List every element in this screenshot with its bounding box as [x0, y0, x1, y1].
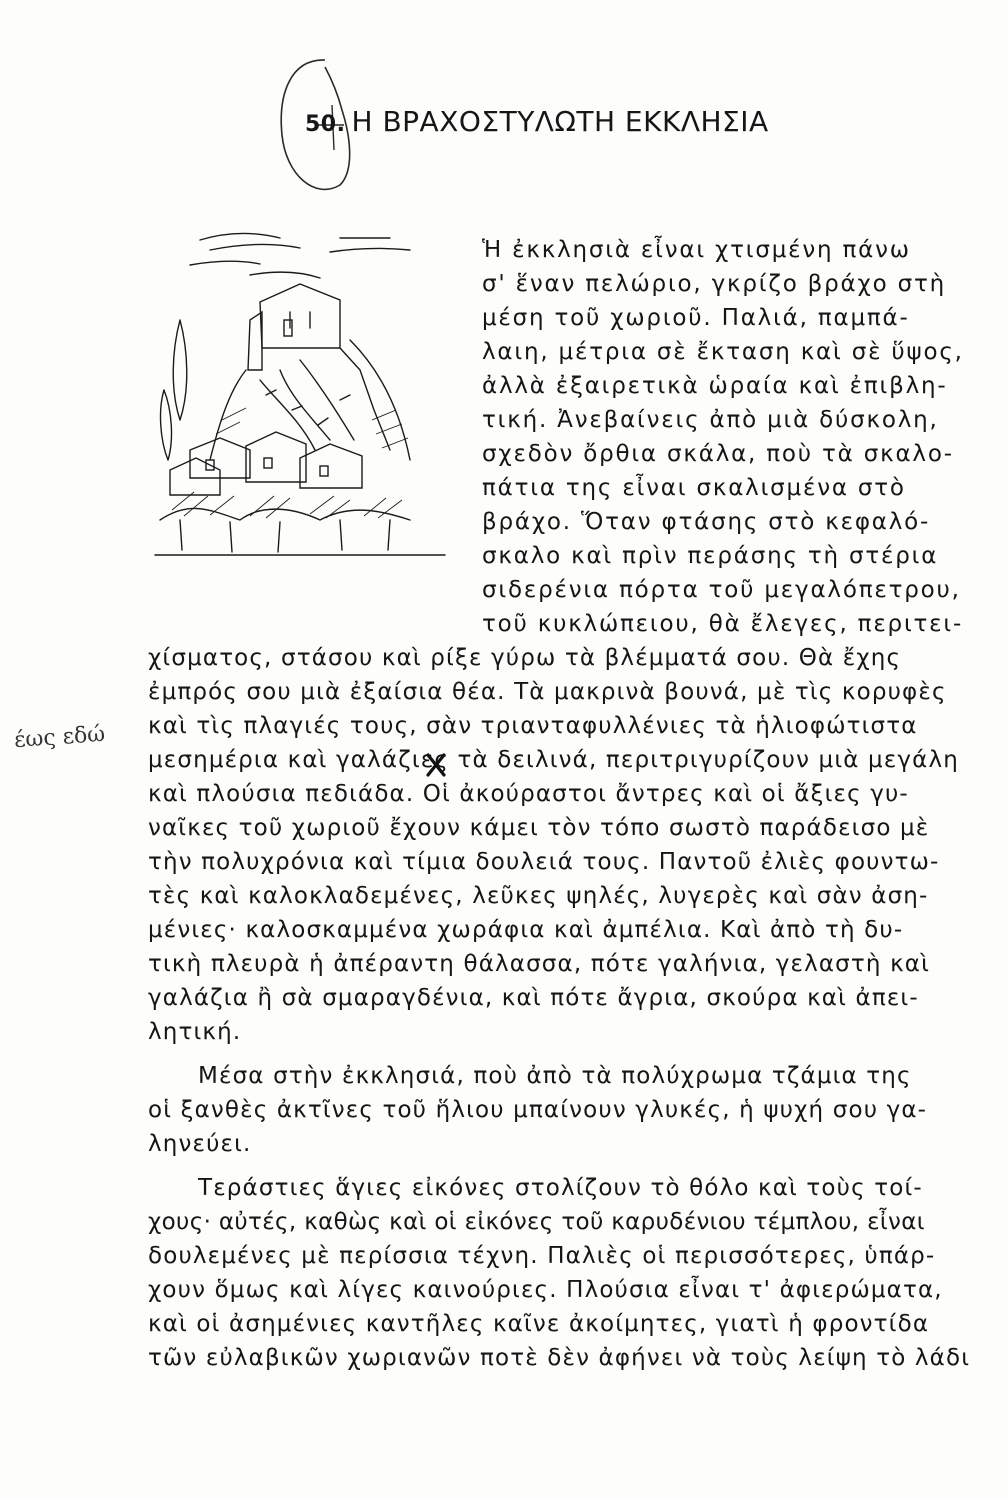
text-line: σκαλο καὶ πρὶν περάσης τὴ στέρια — [482, 543, 939, 569]
handwritten-cross-mark — [425, 752, 447, 778]
text-line: λητική. — [148, 1019, 242, 1045]
text-line: ἀλλὰ ἐξαιρετικὰ ὡραία καὶ ἐπιβλη- — [482, 373, 948, 399]
text-line: μέση τοῦ χωριοῦ. Παλιά, παμπά- — [482, 305, 910, 331]
text-line: Μέσα στὴν ἐκκλησιά, ποὺ ἀπὸ τὰ πολύχρωμα τζάμια της — [198, 1063, 912, 1089]
text-line: μένιες· καλοσκαμμένα χωράφια καὶ ἀμπέλια. Καὶ ἀπὸ τὴ δυ- — [148, 917, 904, 943]
text-line: ναῖκες τοῦ χωριοῦ ἔχουν κάμει τὸν τόπο σωστὸ παράδεισο μὲ — [148, 815, 930, 841]
chapter-title-text: Η ΒΡΑΧΟΣΤΥΛΩΤΗ ΕΚΚΛΗΣΙΑ — [351, 105, 769, 138]
text-line: τικὴ πλευρὰ ἡ ἀπέραντη θάλασσα, πότε γαλήνια, γελαστὴ καὶ — [148, 951, 931, 977]
church-on-rock-illustration — [150, 220, 450, 560]
text-line: πάτια της εἶναι σκαλισμένα στὸ — [482, 475, 906, 501]
text-line: σ' ἕναν πελώριο, γκρίζο βράχο στὴ — [482, 271, 946, 297]
text-line: σιδερένια πόρτα τοῦ μεγαλόπετρου, — [482, 577, 961, 603]
text-line: γαλάζια ἢ σὰ σμαραγδένια, καὶ πότε ἄγρια, σκούρα καὶ ἀπει- — [148, 985, 919, 1011]
text-line: Ἡ ἐκκλησιὰ εἶναι χτισμένη πάνω — [482, 237, 911, 263]
text-line: ἐμπρός σου μιὰ ἐξαίσια θέα. Τὰ μακρινὰ βουνά, μὲ τὶς κορυφὲς — [148, 679, 947, 705]
text-line: χους· αὐτές, καθὼς καὶ οἱ εἰκόνες τοῦ καρυδένιου τέμπλου, εἶναι — [148, 1209, 925, 1235]
text-line: τὴν πολυχρόνια καὶ τίμια δουλειά τους. Παντοῦ ἐλιὲς φουντω- — [148, 849, 940, 875]
text-line: δουλεμένες μὲ περίσσια τέχνη. Παλιὲς οἱ περισσότερες, ὑπάρ- — [148, 1243, 936, 1269]
chapter-title — [305, 105, 769, 138]
text-line: τὲς καὶ καλοκλαδεμένες, λεῦκες ψηλές, λυγερὲς καὶ σὰν ἀση- — [148, 883, 929, 909]
text-line: καὶ οἱ ἀσημένιες καντῆλες καῖνε ἀκοίμητες, γιατὶ ἡ φροντίδα — [148, 1311, 930, 1337]
text-line: τῶν εὐλαβικῶν χωριανῶν ποτὲ δὲν ἀφήνει νὰ τοὺς λείψη τὸ λάδι — [148, 1345, 971, 1371]
chapter-number: 50. — [305, 112, 346, 137]
text-line: τοῦ κυκλώπειου, θὰ ἔλεγες, περιτει- — [482, 611, 964, 637]
text-line: οἱ ξανθὲς ἀκτῖνες τοῦ ἥλιου μπαίνουν γλυκές, ἡ ψυχή σου γα- — [148, 1097, 928, 1123]
text-line: σχεδὸν ὄρθια σκάλα, ποὺ τὰ σκαλο- — [482, 441, 954, 467]
text-line: βράχο. Ὅταν φτάσης στὸ κεφαλό- — [482, 509, 931, 535]
text-line: καὶ πλούσια πεδιάδα. Οἱ ἀκούραστοι ἄντρες καὶ οἱ ἄξιες γυ- — [148, 781, 909, 807]
text-line: χουν ὅμως καὶ λίγες καινούριες. Πλούσια εἶναι τ' ἀφιερώματα, — [148, 1277, 943, 1303]
text-line: χίσματος, στάσου καὶ ρίξε γύρω τὰ βλέμματά σου. Θὰ ἔχης — [148, 645, 902, 671]
text-line: Τεράστιες ἅγιες εἰκόνες στολίζουν τὸ θόλο καὶ τοὺς τοί- — [198, 1175, 923, 1201]
text-line: μεσημέρια καὶ γαλάζιες τὰ δειλινά, περιτριγυρίζουν μιὰ μεγάλη — [148, 747, 959, 773]
handwritten-margin-note: έως εδώ — [13, 721, 106, 754]
text-line: καὶ τὶς πλαγιές τους, σὰν τριανταφυλλένιες τὰ ἡλιοφώτιστα — [148, 713, 918, 739]
text-line: ληνεύει. — [148, 1131, 252, 1157]
text-line: τική. Ἀνεβαίνεις ἀπὸ μιὰ δύσκολη, — [482, 407, 939, 433]
text-line: λαιη, μέτρια σὲ ἔκταση καὶ σὲ ὕψος, — [482, 339, 964, 365]
